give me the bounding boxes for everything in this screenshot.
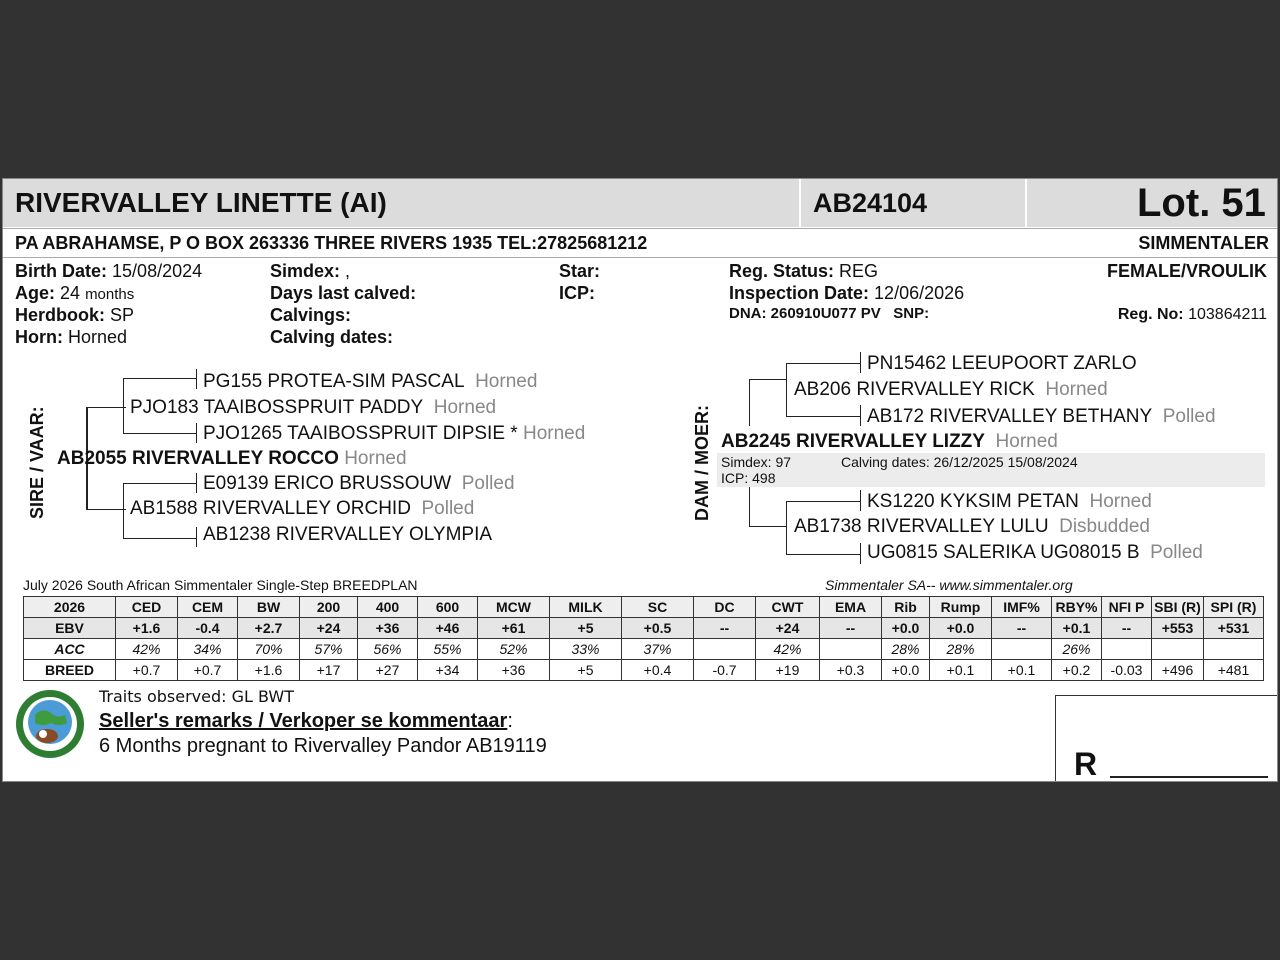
ebv-cell: +27 [358, 660, 418, 681]
ebv-cell: -- [992, 618, 1052, 639]
ebv-cell: +0.1 [1052, 618, 1102, 639]
dam-connector [860, 543, 861, 564]
ebv-cell: 33% [550, 639, 622, 660]
ebv-cell: +1.6 [238, 660, 300, 681]
ebv-cell: 26% [1052, 639, 1102, 660]
ebv-cell: +0.0 [882, 618, 930, 639]
ebv-cell: BREED [24, 660, 116, 681]
ebv-cell: 37% [622, 639, 694, 660]
sire-connector [196, 423, 197, 443]
remarks-title: Seller's remarks / Verkoper se kommentaar: [99, 710, 513, 732]
price-line [1110, 776, 1268, 778]
ebv-row [24, 618, 1264, 639]
sire-connector [123, 538, 197, 539]
reg-no: Reg. No: 103864211 [1117, 306, 1267, 323]
dam-side-label: DAM / MOER: [692, 405, 712, 521]
dam-connector [786, 363, 787, 416]
pedigree-dam: AB2245 RIVERVALLEY LIZZY Horned [721, 431, 1058, 452]
ebv-cell: +34 [418, 660, 478, 681]
ebv-cell: 70% [238, 639, 300, 660]
dam-connector [749, 526, 787, 527]
days-last-calved: Days last calved: [270, 283, 417, 303]
dam-icp: ICP: 498 [721, 470, 776, 486]
pedigree-sire-dam: AB1588 RIVERVALLEY ORCHID Polled [130, 498, 475, 519]
ebv-cell: +0.1 [930, 660, 992, 681]
pedigree-sire-dam-dam: AB1238 RIVERVALLEY OLYMPIA [203, 524, 493, 545]
ebv-cell: SPI (R) [1204, 597, 1264, 618]
animal-reg-number: AB24104 [813, 188, 928, 218]
ebv-cell: -- [694, 618, 756, 639]
ebv-cell: +0.3 [820, 660, 882, 681]
sire-connector [86, 509, 126, 510]
ebv-cell: +0.4 [622, 660, 694, 681]
remarks-text: 6 Months pregnant to Rivervalley Pandor AB19119 [99, 735, 547, 757]
ebv-cell: 28% [930, 639, 992, 660]
dam-connector [786, 501, 861, 502]
ebv-cell: MILK [550, 597, 622, 618]
ebv-cell: CED [116, 597, 178, 618]
dam-connector [860, 490, 861, 511]
age: Age: 24 months [15, 283, 135, 303]
dam-calving-dates: Calving dates: 26/12/2025 15/08/2024 [841, 454, 1078, 470]
ebv-cell: 600 [418, 597, 478, 618]
ebv-cell: +0.7 [116, 660, 178, 681]
ebv-cell: +19 [756, 660, 820, 681]
ebv-cell [1204, 639, 1264, 660]
ebv-cell: +5 [550, 618, 622, 639]
breedplan-caption: July 2026 South African Simmentaler Single-Step BREEDPLAN [23, 577, 418, 593]
ebv-cell: +0.1 [992, 660, 1052, 681]
traits-observed: Traits observed: GL BWT [99, 687, 294, 706]
dam-simdex: Simdex: 97 [721, 454, 792, 470]
sex: FEMALE/VROULIK [1107, 261, 1267, 281]
ebv-cell: BW [238, 597, 300, 618]
ebv-cell: Rump [930, 597, 992, 618]
sire-connector [196, 527, 197, 547]
sire-connector [123, 433, 197, 434]
ebv-cell: ACC [24, 639, 116, 660]
price-box [1055, 695, 1278, 782]
ebv-cell: +0.0 [882, 660, 930, 681]
ebv-cell: +496 [1152, 660, 1204, 681]
ebv-cell: +531 [1204, 618, 1264, 639]
lot-card [2, 178, 1278, 782]
acc-row [24, 639, 1264, 660]
ebv-cell: +61 [478, 618, 550, 639]
pedigree-dam-dam: AB1738 RIVERVALLEY LULU Disbudded [794, 516, 1150, 537]
ebv-cell: EMA [820, 597, 882, 618]
horn-status: Horn: Horned [15, 327, 128, 347]
ebv-cell [694, 639, 756, 660]
pedigree-sire-sire: PJO183 TAAIBOSSPRUIT PADDY Horned [130, 397, 497, 418]
ebv-cell: 52% [478, 639, 550, 660]
ebv-cell: +553 [1152, 618, 1204, 639]
inspection-date: Inspection Date: 12/06/2026 [729, 283, 965, 303]
dam-connector [860, 352, 861, 373]
ebv-cell: 55% [418, 639, 478, 660]
ebv-cell: EBV [24, 618, 116, 639]
dam-connector [786, 554, 861, 555]
ebv-cell [1152, 639, 1204, 660]
pedigree-sire-sire-sire: PG155 PROTEA-SIM PASCAL Horned [203, 371, 538, 392]
dna-info: DNA: 260910U077 PV SNP: [729, 305, 930, 322]
ebv-cell: -0.03 [1102, 660, 1152, 681]
title-bar [3, 179, 1278, 227]
ebv-cell: 28% [882, 639, 930, 660]
ebv-cell: DC [694, 597, 756, 618]
ebv-cell: RBY% [1052, 597, 1102, 618]
ebv-cell: 400 [358, 597, 418, 618]
ebv-cell: 42% [116, 639, 178, 660]
ebv-cell: IMF% [992, 597, 1052, 618]
ebv-cell: +24 [756, 618, 820, 639]
animal-name: RIVERVALLEY LINETTE (AI) [15, 187, 387, 218]
breed-name: SIMMENTALER [1138, 233, 1269, 253]
ebv-cell: +2.7 [238, 618, 300, 639]
ebv-cell: +17 [300, 660, 358, 681]
birth-date: Birth Date: 15/08/2024 [15, 261, 203, 281]
ebv-cell: -0.7 [694, 660, 756, 681]
ebv-cell: +24 [300, 618, 358, 639]
ebv-cell: 56% [358, 639, 418, 660]
dam-connector [786, 501, 787, 554]
sire-connector [123, 483, 124, 538]
pedigree-dam-sire-dam: AB172 RIVERVALLEY BETHANY Polled [867, 406, 1216, 427]
calving-dates: Calving dates: [270, 327, 394, 347]
dam-connector [749, 379, 750, 426]
ebv-cell: +1.6 [116, 618, 178, 639]
lot-number: Lot. 51 [1137, 181, 1266, 225]
ebv-cell: 2026 [24, 597, 116, 618]
ebv-cell: MCW [478, 597, 550, 618]
pedigree-dam-sire: AB206 RIVERVALLEY RICK Horned [794, 379, 1108, 400]
breed-row [24, 660, 1264, 681]
sire-connector [123, 483, 197, 484]
star: Star: [559, 261, 601, 281]
simdex: Simdex: , [270, 261, 351, 281]
pedigree-dam-dam-dam: UG0815 SALERIKA UG08015 B Polled [867, 542, 1203, 563]
dam-connector [786, 363, 861, 364]
sire-connector [196, 369, 197, 389]
ebv-cell [820, 639, 882, 660]
pedigree-sire: AB2055 RIVERVALLEY ROCCO Horned [57, 448, 407, 469]
ebv-cell: CWT [756, 597, 820, 618]
ebv-cell: +481 [1204, 660, 1264, 681]
pedigree-dam-sire-sire: PN15462 LEEUPOORT ZARLO [867, 353, 1137, 374]
ebv-header-row [24, 597, 1264, 618]
ebv-cell: +0.5 [622, 618, 694, 639]
owner-bar [3, 228, 1278, 258]
sire-connector [86, 407, 126, 408]
ebv-cell: 34% [178, 639, 238, 660]
dam-connector [749, 379, 787, 380]
ebv-cell: +36 [358, 618, 418, 639]
breedplan-source: Simmentaler SA-- www.simmentaler.org [825, 577, 1073, 593]
ebv-cell [992, 639, 1052, 660]
sire-side-label: SIRE / VAAR: [27, 406, 47, 519]
reg-status: Reg. Status: REG [729, 261, 879, 281]
ebv-cell: +5 [550, 660, 622, 681]
ebv-cell: +0.7 [178, 660, 238, 681]
icp: ICP: [559, 283, 595, 303]
ebv-cell: Rib [882, 597, 930, 618]
ebv-table [23, 596, 1264, 681]
ebv-cell: SBI (R) [1152, 597, 1204, 618]
pedigree-sire-dam-sire: E09139 ERICO BRUSSOUW Polled [203, 473, 515, 494]
ebv-cell: -- [820, 618, 882, 639]
ebv-cell [1102, 639, 1152, 660]
ebv-cell: CEM [178, 597, 238, 618]
pedigree-sire-sire-dam: PJO1265 TAAIBOSSPRUIT DIPSIE * Horned [203, 423, 586, 444]
sire-connector [196, 473, 197, 493]
dam-connector [786, 416, 861, 417]
ebv-cell: 42% [756, 639, 820, 660]
dam-connector [860, 405, 861, 426]
calvings: Calvings: [270, 305, 352, 325]
herdbook: Herdbook: SP [15, 305, 135, 325]
simmentaler-logo [15, 689, 85, 759]
ebv-cell: 57% [300, 639, 358, 660]
sire-connector [123, 378, 124, 433]
owner-address: PA ABRAHAMSE, P O BOX 263336 THREE RIVERS 1935 TEL:27825681212 [15, 233, 648, 253]
ebv-cell: -0.4 [178, 618, 238, 639]
ebv-cell: +0.0 [930, 618, 992, 639]
logo-icon [15, 689, 85, 759]
ebv-cell: -- [1102, 618, 1152, 639]
pedigree-dam-dam-sire: KS1220 KYKSIM PETAN Horned [867, 491, 1152, 512]
r-label: R [1074, 746, 1098, 782]
ebv-cell: NFI P [1102, 597, 1152, 618]
ebv-cell: 200 [300, 597, 358, 618]
ebv-cell: +0.2 [1052, 660, 1102, 681]
ebv-cell: SC [622, 597, 694, 618]
ebv-cell: +46 [418, 618, 478, 639]
ebv-cell: +36 [478, 660, 550, 681]
sire-connector [123, 378, 197, 379]
